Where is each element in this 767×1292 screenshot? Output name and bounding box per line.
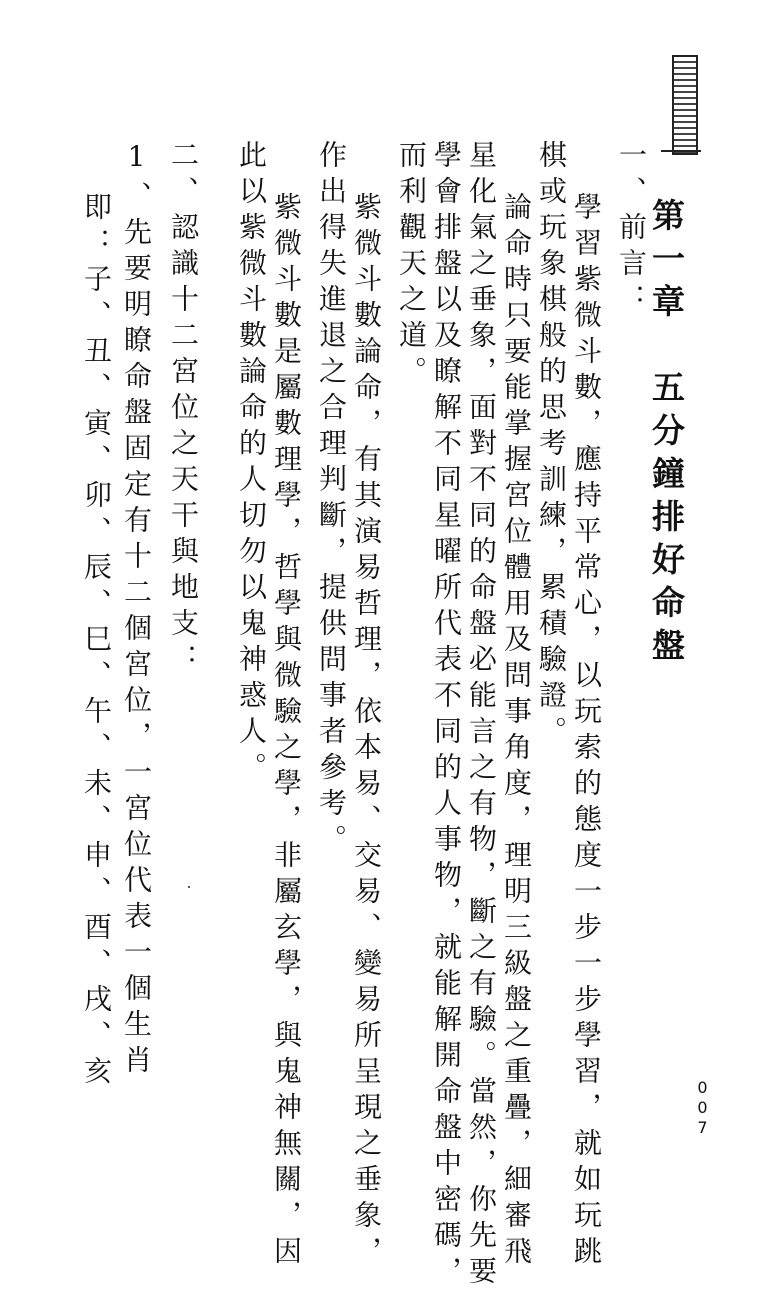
text-line: 作出得失進退之合理判斷，提供問事者參考。 [315, 140, 348, 860]
text-line: 論命時只要能掌握宮位體用及問事角度，理明三級盤之重疊，細審飛 [500, 192, 533, 1272]
stray-mark [188, 886, 190, 888]
text-line: 即：子、丑、寅、卯、辰、巳、午、未、申、酉、戌、亥 [80, 192, 113, 1092]
text-line: 而利觀天之道。 [395, 140, 428, 392]
text-line: 學會排盤以及瞭解不同星曜所代表不同的人事物，就能解開命盤中密碼， [430, 140, 463, 1292]
section-heading-palaces: 二、認識十二宮位之天干與地支： [167, 140, 200, 680]
section-heading-intro: 一、前言： [615, 140, 648, 320]
text-line: 星化氣之垂象，面對不同的命盤必能言之有物，斷之有驗。當然，你先要 [465, 140, 498, 1292]
chapter-emblem-icon [672, 55, 698, 155]
chapter-rule [661, 150, 701, 152]
page-number: 007 [693, 1078, 712, 1138]
text-line: 棋或玩象棋般的思考訓練，累積驗證。 [535, 140, 568, 752]
text-line: 學習紫微斗數，應持平常心，以玩索的態度一步一步學習，就如玩跳 [570, 192, 603, 1272]
text-line: 1、先要明瞭命盤固定有十二個宮位，一宮位代表一個生肖 [120, 140, 153, 1081]
text-line: 紫微斗數是屬數理學，哲學與微驗之學，非屬玄學，與鬼神無關，因 [270, 192, 303, 1272]
text-line: 此以紫微斗數論命的人切勿以鬼神惑人。 [235, 140, 268, 788]
text-line: 紫微斗數論命，有其演易哲理，依本易、交易、變易所呈現之垂象， [350, 192, 383, 1272]
chapter-title: 第一章 五分鐘排好命盤 [647, 198, 686, 671]
